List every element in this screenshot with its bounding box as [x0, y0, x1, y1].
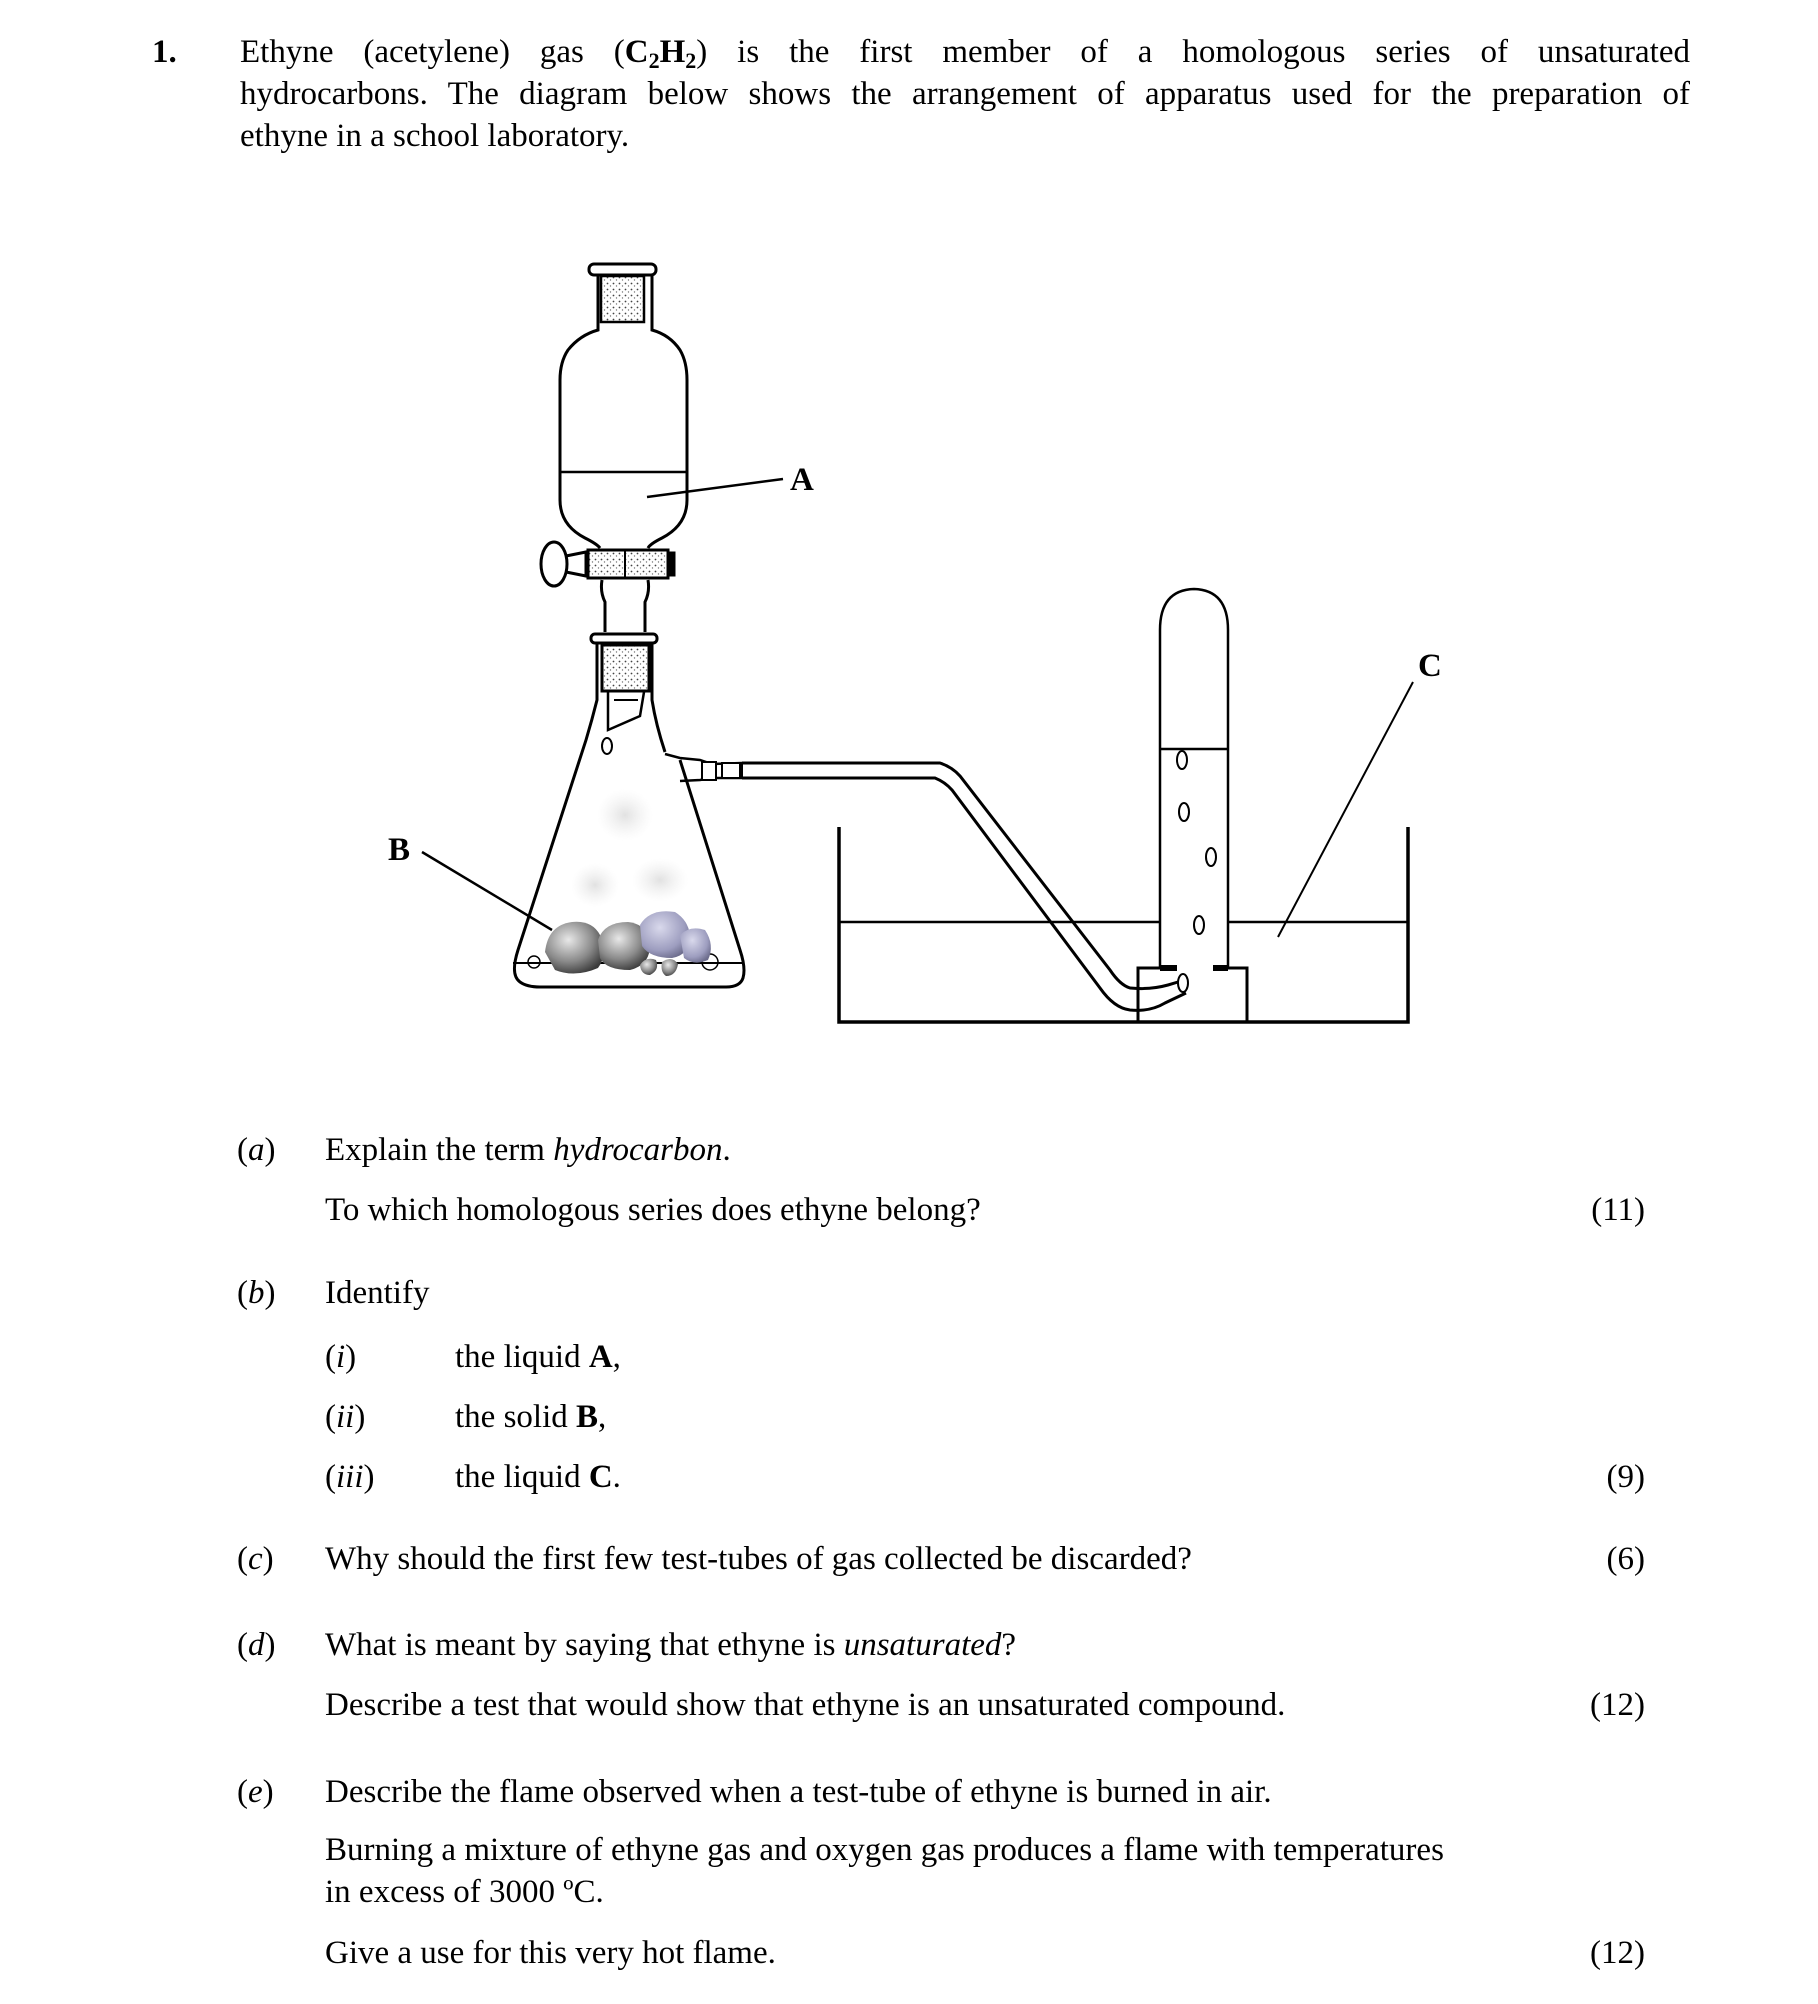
part-d-line-1: What is meant by saying that ethyne is unsaturated? [325, 1627, 1017, 1663]
question-number: 1. [152, 34, 177, 70]
part-d-line-2: Describe a test that would show that ethyne is an unsaturated compound. [325, 1687, 1286, 1723]
part-b-item-iii-label: (iii) [325, 1459, 375, 1495]
intro-line-1: Ethyne (acetylene) gas $(C_2H_2)$ is the first member of a homologous series of unsaturated [240, 34, 1690, 73]
label-b-leader [422, 852, 552, 930]
part-e-line-3: in excess of 3000 ºC. [325, 1874, 604, 1910]
gas-fumes [571, 789, 688, 907]
part-d-label: (d) [237, 1627, 276, 1663]
label-b: B [388, 832, 411, 868]
intro-line-2: hydrocarbons. The diagram below shows the arrangement of apparatus used for the preparation of [240, 76, 1690, 112]
part-a-line-1: Explain the term hydrocarbon. [325, 1132, 731, 1168]
part-b-item-iii: the liquid C. [455, 1459, 621, 1495]
part-d-marks: (12) [1590, 1687, 1645, 1723]
part-e-line-2: Burning a mixture of ethyne gas and oxygen gas produces a flame with temperatures [325, 1832, 1444, 1868]
part-b-item-ii-label: (ii) [325, 1399, 366, 1435]
label-c-leader [1278, 682, 1413, 937]
part-c-line-1: Why should the first few test-tubes of gas collected be discarded? [325, 1541, 1192, 1577]
part-e-line-4: Give a use for this very hot flame. [325, 1935, 776, 1971]
test-tube [1160, 589, 1228, 968]
part-e-label: (e) [237, 1774, 274, 1810]
label-a-leader [647, 479, 783, 497]
intro-line-3: ethyne in a school laboratory. [240, 118, 630, 154]
trough [839, 827, 1408, 1022]
part-b-item-ii: the solid B, [455, 1399, 607, 1435]
part-b-marks: (9) [1606, 1459, 1645, 1495]
part-c-label: (c) [237, 1541, 274, 1577]
part-b-item-i: the liquid A, [455, 1339, 621, 1375]
part-a-line-2: To which homologous series does ethyne belong? [325, 1192, 981, 1228]
part-c-marks: (6) [1606, 1541, 1645, 1577]
gas-bubbles [1177, 751, 1216, 992]
dropping-funnel [541, 264, 687, 632]
label-a: A [790, 462, 814, 498]
part-b-label: (b) [237, 1275, 276, 1311]
part-e-line-1: Describe the flame observed when a test-tube of ethyne is burned in air. [325, 1774, 1272, 1810]
part-b-item-i-label: (i) [325, 1339, 357, 1375]
delivery-tube [742, 763, 1186, 1010]
solid-b-lumps [545, 911, 711, 976]
chemical-formula: $C_2H_2$ [624, 34, 697, 73]
part-a-marks: (11) [1591, 1192, 1645, 1228]
part-b-line-1: Identify [325, 1275, 430, 1311]
part-a-label: (a) [237, 1132, 276, 1168]
beehive-shelf [1138, 965, 1247, 1022]
label-c: C [1418, 648, 1442, 684]
part-e-marks: (12) [1590, 1935, 1645, 1971]
